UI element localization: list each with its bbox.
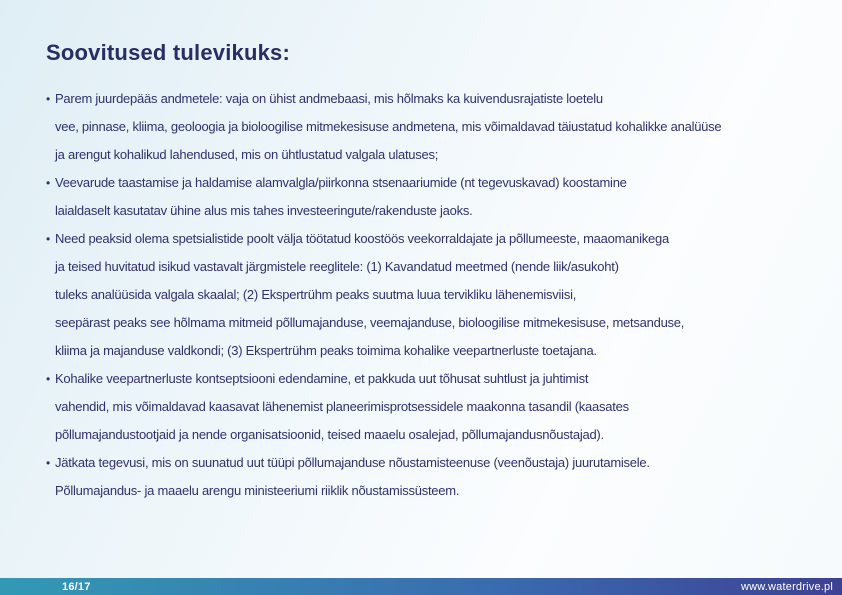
- bullet-line: Põllumajandus- ja maaelu arengu ministeeriumi riiklik nõustamissüsteem.: [55, 483, 460, 498]
- footer-bar: [0, 578, 842, 595]
- bullet-line: Parem juurdepääs andmetele: vaja on ühist andmebaasi, mis hõlmaks ka kuivendusrajatiste loetelu: [55, 91, 603, 106]
- slide-title: Soovitused tulevikuks:: [46, 40, 291, 65]
- bullet-line: Need peaksid olema spetsialistide poolt välja töötatud koostöös veekorraldajate ja põllumeeste, maaomanikega: [55, 231, 669, 246]
- bullet-icon: •: [46, 176, 50, 190]
- bullet-line: Jätkata tegevusi, mis on suunatud uut tüüpi põllumajanduse nõustamisteenuse (veenõustaja) juurutamisele.: [55, 455, 650, 470]
- bullet-item: [46, 365, 832, 449]
- bullet-line: ja arengut kohalikud lahendused, mis on ühtlustatud valgala ulatuses;: [55, 147, 439, 162]
- bullet-item: [46, 85, 832, 169]
- bullet-line: seepärast peaks see hõlmama mitmeid põllumajanduse, veemajanduse, bioloogilise mitmekesisuse, metsanduse,: [55, 315, 685, 330]
- bullet-line: tuleks analüüsida valgala skaalal; (2) Ekspertrühm peaks suutma luua tervikliku lähenemisviisi,: [55, 287, 577, 302]
- bullet-text: [55, 169, 832, 225]
- bullet-line: põllumajandustootjaid ja nende organisatsioonid, teised maaelu osalejad, põllumajandusnõustajad).: [55, 427, 604, 442]
- bullet-item: [46, 169, 832, 225]
- bullet-line: Kohalike veepartnerluste kontseptsiooni edendamine, et pakkuda uut tõhusat suhtlust ja juhtimist: [55, 371, 589, 386]
- page-number: 16/17: [62, 580, 91, 593]
- bullet-line: Veevarude taastamise ja haldamise alamvalgla/piirkonna stsenaariumide (nt tegevuskavad) koostamine: [55, 175, 627, 190]
- bullet-line: kliima ja majanduse valdkondi; (3) Ekspertrühm peaks toimima kohalike veepartnerluste toetajana.: [55, 343, 597, 358]
- bullet-icon: •: [46, 372, 50, 386]
- bullet-item: [46, 449, 832, 505]
- bullet-line: ja teised huvitatud isikud vastavalt järgmistele reeglitele: (1) Kavandatud meetmed (nende liik/asukoht): [55, 259, 619, 274]
- bullet-line: laialdaselt kasutatav ühine alus mis tahes investeeringute/rakenduste jaoks.: [55, 203, 473, 218]
- bullet-text: [55, 449, 832, 505]
- bullet-text: [55, 365, 832, 449]
- bullet-text: [55, 225, 832, 365]
- website-url: www.waterdrive.pl: [740, 580, 833, 593]
- bullet-text: [55, 85, 832, 169]
- bullet-list: [46, 85, 832, 505]
- bullet-icon: •: [46, 232, 50, 246]
- bullet-icon: •: [46, 92, 50, 106]
- bullet-icon: •: [46, 456, 50, 470]
- bullet-line: vahendid, mis võimaldavad kaasavat lähenemist planeerimisprotsessidele maakonna tasandil (kaasates: [55, 399, 629, 414]
- bullet-item: [46, 225, 832, 365]
- bullet-line: vee, pinnase, kliima, geoloogia ja bioloogilise mitmekesisuse andmetena, mis võimaldavad täiustatud kohalikke analüüse: [55, 119, 722, 134]
